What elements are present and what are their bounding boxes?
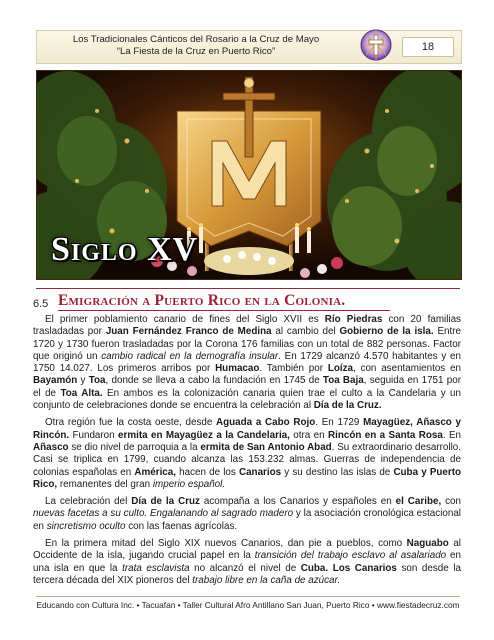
bold-text: Gobierno de la isla. (339, 326, 434, 338)
paragraph-text: no alcanzó el nivel de (189, 562, 301, 574)
bold-text: Cuba. (300, 562, 329, 574)
paragraph-text: acompaña a los Canarios y españoles en (199, 496, 396, 508)
altar-cross-photo (36, 70, 462, 280)
bold-text: Añasco (33, 441, 69, 453)
paragraph-text: con (441, 496, 461, 508)
bold-text: Juan Fernández Franco de Medina (105, 326, 272, 338)
article-body (33, 314, 461, 592)
bold-text: América, (134, 466, 176, 478)
paragraph-text: y (77, 375, 89, 387)
bold-text: Humacao (215, 363, 260, 375)
bold-text: Río Piedras (324, 314, 383, 325)
bold-text: Cuba y Puerto Rico, (33, 466, 461, 490)
paragraph-text: al Occidente de la isla, jugando crucial papel en la (33, 538, 461, 562)
paragraph-text: al cambio del (271, 326, 340, 338)
bold-text: Loíza (327, 363, 353, 375)
bold-text: Los Canarios (332, 562, 397, 574)
paragraph-text: Entre 1720 y 1730 fueron trasladadas por la Corona 176 familias con un total de 882 personas. Factor que originó un (33, 326, 461, 362)
cross-emblem-icon (360, 27, 392, 63)
body-paragraph (33, 496, 461, 533)
paragraph-text: y su destino las islas de (281, 466, 394, 478)
section-title-underline (58, 310, 390, 311)
header-line-1: Los Tradicionales Cánticos del Rosario a la Cruz de Mayo (72, 34, 320, 45)
page-header (36, 30, 462, 64)
bold-text: Toa Baja (322, 375, 364, 387)
bold-text: Mayagüez, Añasco y Rincón. (33, 417, 461, 441)
paragraph-text: hacen de los (176, 466, 239, 478)
paragraph-text: . Su extraordinario desarrollo. Casi se triplica en 1799, cuando alcanza las 153.232 almas. Guerras de independencia de colonias españolas en (33, 441, 461, 478)
italic-text: cambio radical en la demografía insular (101, 350, 279, 362)
paragraph-text: son desde la tercera década del XIX pioneros del (33, 562, 461, 586)
body-paragraph (33, 314, 461, 412)
paragraph-text: La celebración del (45, 496, 132, 508)
paragraph-text: En la primera mitad del Siglo XIX nuevos Canarios, dan pie a pueblos, como (45, 538, 407, 550)
bold-text: Canarios (238, 466, 282, 478)
paragraph-text: remanentes del gran (57, 478, 153, 490)
photo-overlay-title: Siglo XV (51, 231, 199, 268)
paragraph-text: En ambos es la colonización canaria quien trae el culto a la Candelaria y un conjunto de celebraciones donde se encuentra la celebración al (33, 387, 461, 412)
paragraph-text: , con asentamientos en (352, 363, 461, 375)
paragraph-text: El primer poblamiento canario de fines del Siglo XVII es (45, 314, 325, 325)
italic-text: sincretismo oculto (46, 520, 126, 532)
paragraph-text: . En 1729 (315, 417, 364, 429)
page-number: 18 (402, 37, 454, 57)
paragraph-text: con 20 familias trasladadas por (33, 314, 461, 338)
bold-text: Bayamón (33, 375, 78, 387)
section-number: 6.5 (33, 298, 49, 310)
italic-text: nuevas facetas a su culto. Engalanando al sagrado madero (33, 508, 294, 520)
paragraph-text: con las faenas agrícolas. (125, 520, 238, 532)
bold-text: el Caribe, (395, 496, 442, 508)
header-line-2: “La Fiesta de la Cruz en Puerto Rico” (116, 46, 276, 57)
bold-text: ermita en Mayagüez a la Candelaria, (118, 429, 290, 441)
paragraph-text: . En (442, 429, 462, 441)
section-title: Emigración a Puerto Rico en la Colonia. (58, 292, 346, 309)
body-paragraph (33, 417, 461, 491)
bold-text: Día de la Cruz. (313, 400, 382, 412)
paragraph-text: Otra región fue la costa oeste, desde (45, 417, 217, 429)
italic-text: imperio español. (152, 478, 226, 490)
bold-text: ermita de San Antonio Abad (200, 441, 332, 453)
paragraph-text: otra en (289, 429, 329, 441)
body-paragraph (33, 538, 461, 587)
italic-text: transición del trabajo esclavo al asalariado (254, 550, 447, 562)
bold-text: Día de la Cruz (131, 496, 200, 508)
paragraph-text: y la asociación cronológica estacional en (33, 508, 461, 532)
italic-text: trata esclavista (122, 562, 190, 574)
paragraph-text: en una isla en que la (33, 550, 461, 574)
section-divider (36, 288, 460, 289)
paragraph-text: , seguida en 1751 por el de (33, 375, 461, 399)
bold-text: Naguabo (406, 538, 449, 550)
bold-text: Toa (88, 375, 106, 387)
footer-divider (36, 596, 460, 597)
paragraph-text: . En 1729 alcanzó 4.570 habitantes y en 1750 14.027. Los primeros arribos por (33, 350, 461, 375)
paragraph-text: , donde se lleva a cabo la fundación en 1745 de (105, 375, 323, 387)
italic-text: trabajo libre en la caña de azúcar. (192, 574, 341, 586)
paragraph-text: . También por (259, 363, 328, 375)
paragraph-text: se dio nivel de parroquia a la (68, 441, 201, 453)
bold-text: Aguada a Cabo Rojo (216, 417, 316, 429)
page-footer: Educando con Cultura Inc. • Tacuafan • Taller Cultural Afro Antillano San Juan, Puerto Rico • www.fiestadecruz.com (36, 600, 460, 610)
header-title (37, 34, 355, 58)
bold-text: Toa Alta. (60, 387, 103, 399)
paragraph-text: Fundaron (69, 429, 119, 441)
bold-text: Rincón en a Santa Rosa (328, 429, 443, 441)
